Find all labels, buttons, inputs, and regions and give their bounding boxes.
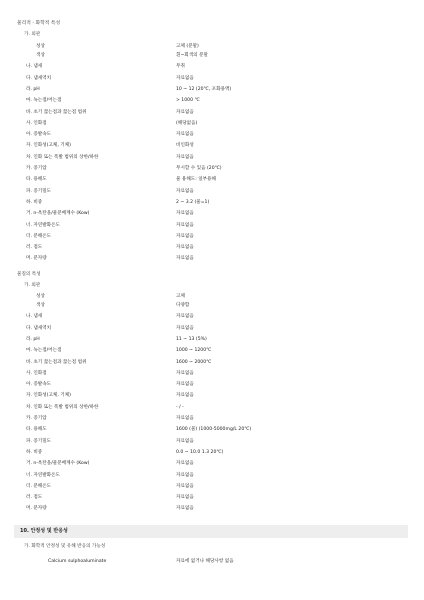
- row-label: 사. 인화점: [26, 370, 47, 376]
- row-label: 성상: [36, 294, 45, 299]
- table-row: [0, 383, 424, 390]
- row-value: 자료없음: [176, 472, 194, 478]
- row-value: 2 ~ 3.2 (물=1): [176, 199, 210, 205]
- row-label: 너. 자연발화온도: [26, 472, 60, 478]
- section-10-header: [14, 525, 408, 538]
- table-row: [0, 304, 424, 311]
- table-row: [0, 406, 424, 413]
- row-value: 자료없음: [176, 188, 194, 194]
- row-label: 아. 증발속도: [26, 382, 52, 388]
- table-row: [0, 394, 424, 401]
- row-label: 파. 증기밀도: [26, 438, 52, 444]
- table-row: [0, 315, 424, 322]
- row-value: 자료없음: [176, 109, 194, 115]
- table-row: [0, 485, 424, 492]
- row-label: 카. 증기압: [26, 166, 47, 171]
- row-label: 머. 분자량: [26, 256, 47, 262]
- row-value: 무시할 수 있음 (20℃): [176, 166, 222, 171]
- table-row: [0, 201, 424, 208]
- table-row: [0, 462, 424, 469]
- row-label: 아. 증발속도: [26, 132, 52, 138]
- section-10-subtitle: 가. 화학적 안정성 및 유해 반응의 가능성: [24, 544, 106, 549]
- row-label: 거. n-옥탄올/물분배계수 (Kow): [26, 461, 90, 467]
- row-label: 나. 냄새: [26, 64, 43, 70]
- section-9-sub-b2: 가. 외관: [24, 283, 41, 288]
- row-label: 더. 분해온도: [26, 233, 52, 239]
- table-row: [0, 111, 424, 118]
- table-row: [0, 496, 424, 503]
- section-10-title: 10. 안정성 및 반응성: [20, 528, 68, 534]
- table-row: [0, 372, 424, 379]
- row-label: 사. 인화점: [26, 120, 47, 126]
- row-label: 자. 인화성(고체, 기체): [26, 143, 71, 149]
- row-value: 자료없음: [176, 245, 194, 251]
- row-label: 다. 냄새역치: [26, 325, 52, 331]
- row-value: 자료없음: [176, 154, 194, 160]
- table-row: [0, 54, 424, 61]
- table-row: [0, 295, 424, 302]
- table-row: [0, 65, 424, 72]
- table-row: [0, 338, 424, 345]
- row-label: 마. 녹는점/어는점: [26, 348, 62, 354]
- row-value: 자료없음: [176, 393, 194, 399]
- table-row: [0, 428, 424, 435]
- row-value: 자료없음: [176, 416, 194, 421]
- row-value: 자료없음: [176, 370, 194, 376]
- table-row: [0, 361, 424, 368]
- table-row: [0, 156, 424, 163]
- table-row: [0, 235, 424, 242]
- table-row: [0, 257, 424, 264]
- row-value: - / -: [176, 404, 184, 410]
- table-row: [0, 327, 424, 334]
- row-value: 자료없음: [176, 314, 194, 320]
- row-value: 자료없음: [176, 325, 194, 331]
- row-label: 하. 비중: [26, 449, 43, 455]
- row-value: 자료없음: [176, 506, 194, 512]
- row-value: 자료없음: [176, 461, 194, 467]
- row-value: 1600 (물) (1000-5000mg/L 20℃): [176, 427, 252, 433]
- table-row: [0, 178, 424, 185]
- row-value: 1600 ~ 2000℃: [176, 359, 212, 365]
- row-label: 나. 냄새: [26, 314, 43, 320]
- row-value: 0.0 ~ 10.0 1.3 20℃): [176, 449, 224, 455]
- table-row: [0, 507, 424, 514]
- row-label: 더. 분해온도: [26, 483, 52, 489]
- row-label: 차. 인화 또는 폭발 범위의 상한/하한: [26, 404, 99, 410]
- row-value: 자료없음: [176, 222, 194, 228]
- row-value: 자료없음: [176, 495, 194, 501]
- row-value: 11 ~ 13 (5%): [176, 336, 207, 342]
- row-value: 자료없음: [176, 438, 194, 444]
- row-label: 다. 냄새역치: [26, 75, 52, 81]
- table-row: [0, 88, 424, 95]
- row-label: 카. 증기압: [26, 416, 47, 421]
- table-row: [0, 246, 424, 253]
- row-label: 하. 비중: [26, 199, 43, 205]
- row-value: 자료없음: [176, 75, 194, 81]
- row-value: (해당없음): [176, 120, 198, 126]
- row-value: > 1000 ℃: [176, 98, 200, 104]
- row-value: 자료없음: [176, 211, 194, 217]
- row-label: 마. 녹는점/어는점: [26, 98, 62, 104]
- row-value: 자료없음: [176, 132, 194, 138]
- row-value: 비인화성: [176, 143, 194, 149]
- row-value: 고체 (분말): [176, 44, 199, 49]
- row-value: 물 용해도: 일부용해: [176, 177, 216, 183]
- row-value: 자료에 없거나 해당사항 없음: [176, 559, 234, 564]
- row-value: 1000 ~ 1200℃: [176, 348, 212, 354]
- row-label: 머. 분자량: [26, 506, 47, 512]
- table-row: [0, 122, 424, 129]
- table-row: [0, 224, 424, 231]
- table-row: [0, 144, 424, 151]
- row-label: 타. 용해도: [26, 177, 47, 183]
- row-label: 파. 증기밀도: [26, 188, 52, 194]
- row-label: 자. 인화성(고체, 기체): [26, 393, 71, 399]
- row-value: 자료없음: [176, 233, 194, 239]
- row-label: 타. 용해도: [26, 427, 47, 433]
- row-label: 색상: [36, 303, 45, 308]
- table-row: [0, 45, 424, 52]
- row-label: 색상: [36, 53, 45, 58]
- row-label: 거. n-옥탄올/물분배계수 (Kow): [26, 211, 90, 217]
- table-row: [0, 212, 424, 219]
- row-value: 흰~회색의 분말: [176, 53, 208, 58]
- row-label: 너. 자연발화온도: [26, 222, 60, 228]
- table-row: [0, 349, 424, 356]
- row-label: 바. 초기 끓는점과 끓는점 범위: [26, 359, 87, 365]
- section-9-title: 물리적 · 화학적 특성: [17, 21, 61, 26]
- table-row: [0, 417, 424, 424]
- table-row: [0, 77, 424, 84]
- row-label: 차. 인화 또는 폭발 범위의 상한/하한: [26, 154, 99, 160]
- row-value: 10 ~ 12 (20℃, 포화용액): [176, 86, 232, 92]
- table-row: [0, 440, 424, 447]
- table-row: [0, 190, 424, 197]
- row-value: 자료없음: [176, 483, 194, 489]
- table-row: [0, 99, 424, 106]
- table-row: [0, 451, 424, 458]
- row-label: 러. 점도: [26, 245, 43, 251]
- row-value: 다양함: [176, 303, 190, 308]
- row-label: 라. pH: [26, 86, 40, 92]
- row-label: 성상: [36, 44, 45, 49]
- section-9-sub-b: 물질의 특성: [17, 272, 41, 277]
- row-label: 라. pH: [26, 336, 40, 342]
- row-value: 자료없음: [176, 256, 194, 262]
- row-value: 무취: [176, 64, 185, 70]
- section-9-sub-a: 가. 외관: [24, 32, 41, 37]
- table-row: [0, 474, 424, 481]
- table-row: [0, 167, 424, 174]
- row-value: 고체: [176, 294, 185, 299]
- row-label: 러. 점도: [26, 495, 43, 501]
- row-label: Calcium sulphoaluminate: [48, 559, 107, 564]
- row-value: 자료없음: [176, 382, 194, 388]
- row-label: 바. 초기 끓는점과 끓는점 범위: [26, 109, 87, 115]
- table-row: [0, 133, 424, 140]
